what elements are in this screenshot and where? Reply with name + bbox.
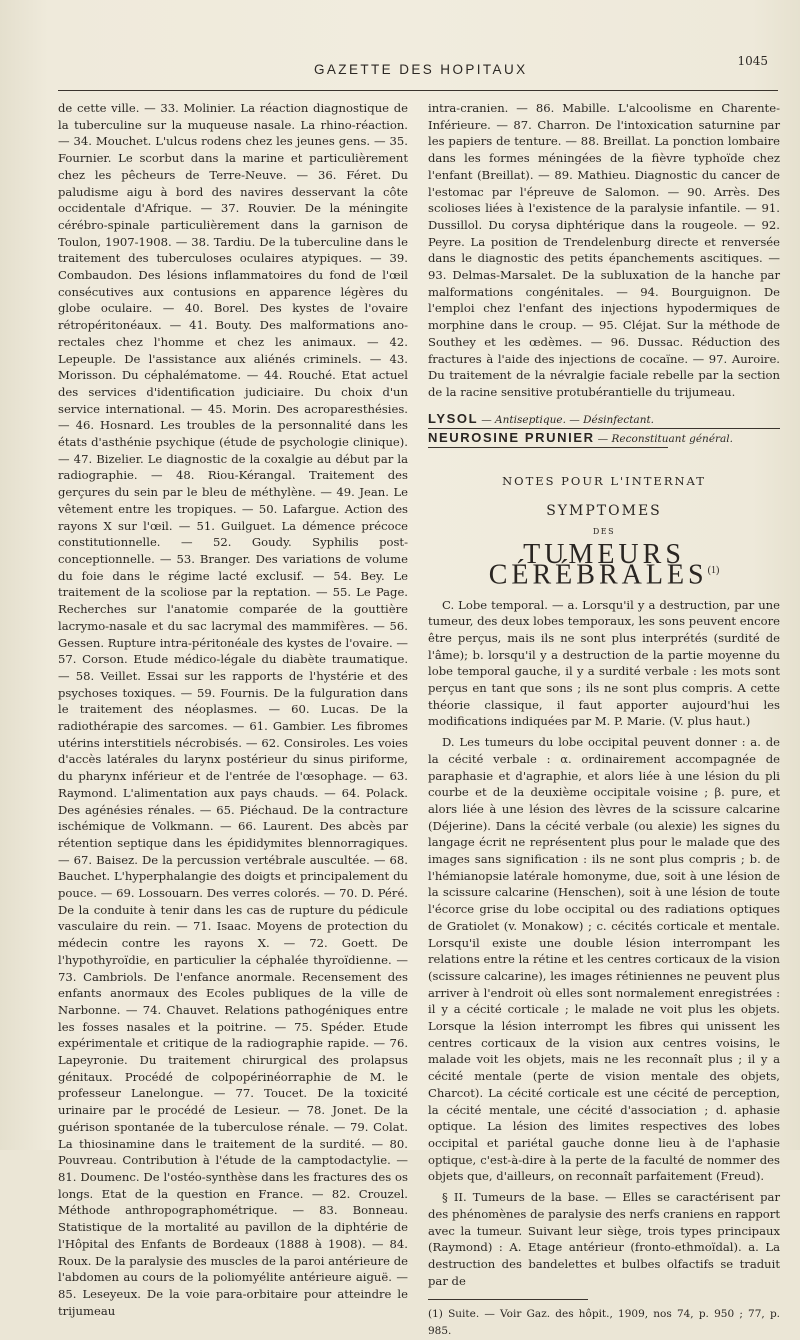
page-header (58, 52, 778, 86)
neurosine-ad (428, 430, 780, 448)
paragraph-lobe-temporal: C. Lobe temporal. — a. Lorsqu'il y a destruction, par une tumeur, des deux lobes temporaux, les sons peuvent encore être perçus, mais ils ne sont plus interprétés (surdité de l'âme); b. lorsqu'il y a destruction de la partie moyenne du lobe temporal gauche, il y a surdité verbale : les mots sont perçus en tant que sons ; ils ne sont plus compris. A cette théorie classique, il faut apporter aujourd'hui les modifications indiquées par M. P. Marie. (V. plus haut.) (428, 597, 780, 729)
left-column (58, 100, 408, 1319)
footnote-rule (428, 1299, 588, 1300)
neurosine-tagline: — Reconstituant général. (597, 432, 734, 445)
lysol-brand: LYSOL (428, 410, 479, 426)
footnote-marker: (1) (707, 565, 720, 577)
thesis-list-continued: intra-cranien. — 86. Mabille. L'alcoolisme en Charente-Inférieure. — 87. Charron. De l'intoxication saturnine par les papiers de tenture. — 88. Breillat. La ponction lombaire dans les formes méningées de la fièvre typhoïde chez l'enfant (Breillat). — 89. Mathieu. Diagnostic du cancer de l'estomac par l'épreuve de Salomon. — 90. Arrès. Des scolioses liées à l'existence de la paralysie infantile. — 91. Dussillol. Du corysa diphtérique dans la rougeole. — 92. Peyre. La position de Trendelenburg directe et renversée dans le diagnostic des petits épanchements ascitiques. — 93. Delmas-Marsalet. De la subluxation de la hanche par malformations congénitales. — 94. Bourguignon. De l'emploi chez l'enfant des injections hypodermiques de morphine dans le croup. — 95. Cléjat. Sur la méthode de Southey et les œdèmes. — 96. Dussac. Réduction des fractures à l'aide des injections de cocaïne. — 97. Auroire. Du traitement de la névralgie faciale rebelle par la section de la racine sensitive protubérantielle du trijumeau. (428, 101, 780, 399)
section-rubric: NOTES POUR L'INTERNAT (502, 473, 706, 488)
neurosine-brand: NEUROSINE PRUNIER (428, 429, 595, 445)
thesis-list-text: de cette ville. — 33. Molinier. La réaction diagnostique de la tuberculine sur la muqueuse nasale. La rhino-réaction. — 34. Mouchet. L'ulcus rodens chez les jeunes gens. — 35. Fournier. Le scorbut dans la marine et particulièrement chez les pêcheurs de Terre-Neuve. — 36. Féret. Du paludisme aigu à bord des navires desservant la côte occidentale d'Afrique. — 37. Rouvier. De la méningite cérébro-spinale particulièrement dans la garnison de Toulon, 1907-1908. — 38. Tardiu. De la tuberculine dans le traitement des tuberculoses oculaires atypiques. — 39. Combaudon. Des lésions inflammatoires du fond de l'œil consécutives aux contusions en apparence légères du globe oculaire. — 40. Borel. Des kystes de l'ovaire rétropéritonéaux. — 41. Bouty. Des malformations ano-rectales chez l'homme et chez les animaux. — 42. Lepeuple. De l'assistance aux aliénés criminels. — 43. Morisson. Du céphalématome. — 44. Rouché. Etat actuel des services d'identification judiciaire. Du choix d'un service international. — 45. Morin. Des acroparesthésies. — 46. Hosnard. Les troubles de la personnalité dans les états d'asthénie psychique (étude de psychologie clinique). — 47. Bizelier. Le diagnostic de la coxalgie au début par la radiographie. — 48. Riou-Kérangal. Traitement des gerçures du sein par le bleu de méthylène. — 49. Jean. Le vêtement entre les tropiques. — 50. Lafargue. Action des rayons X sur l'œil. — 51. Guilguet. La démence précoce constitutionnelle. — 52. Goudy. Syphilis post-conceptionnelle. — 53. Branger. Des variations de volume du foie dans le régime lacté exclusif. — 54. Bey. Le traitement de la scoliose par la reptation. — 55. Le Page. Recherches sur l'anatomie comparée de la gouttière lacrymo-nasale et du sac lacrymal des mammifères. — 56. Gessen. Rupture intra-péritonéale des kystes de l'ovaire. — 57. Corson. Etude médico-légale du diabète traumatique. — 58. Veillet. Essai sur les rapports de l'hystérie et des psychoses toxiques. — 59. Fournis. De la fulguration dans le traitement des néoplasmes. — 60. Lucas. De la radiothérapie des sarcomes. — 61. Gambier. Les fibromes utérins interstitiels nécrobisés. — 62. Consiroles. Les voies d'accès latérales du larynx postérieur du sinus piriforme, du pharynx inférieur et de l'entrée de l'œsophage. — 63. Raymond. L'alimentation aux pays chauds. — 64. Polack. Des agénésies rénales. — 65. Piéchaud. De la contracture ischémique de Volkmann. — 66. Laurent. Des abcès par rétention septique dans les épididymites blennorragiques. — 67. Baisez. De la percussion vertébrale auscultée. — 68. Bauchet. L'hyperphalangie des doigts et principalement du pouce. — 69. Lossouarn. Des verres colorés. — 70. D. Péré. De la conduite à tenir dans les cas de rupture du pédicule vasculaire du rein. — 71. Isaac. Moyens de protection du médecin contre les rayons X. — 72. Goett. De l'hypothyroïdie, en particulier la céphalée thyroïdienne. — 73. Cambriols. De l'enfance anormale. Recensement des enfants anormaux des Ecoles publiques de la ville de Narbonne. — 74. Chauvet. Relations pathogéniques entre les fosses nasales et la poitrine. — 75. Spéder. Etude expérimentale et critique de la radiographie rapide. — 76. Lapeyronie. Du traitement chirurgical des prolapsus génitaux. Procédé de colpopérinéorraphie de M. le professeur Lanelongue. — 77. Toucet. De la toxicité urinaire par le procédé de Lesieur. — 78. Jonet. De la guérison spontanée de la tuberculose rénale. — 79. Colat. La thiosinamine dans le traitement de la surdité. — 80. Pouvreau. Contribution à l'étude de la camptodactylie. — 81. Doumenc. De l'ostéo-synthèse dans les fractures des os longs. Etat de la question en France. — 82. Crouzel. Méthode anthropographométrique. — 83. Bonneau. Statistique de la mortalité au pavillon de la diphtérie de l'Hôpital des Enfants de Bordeaux (1888 à 1908). — 84. Roux. De la paralysie des muscles de la paroi antérieure de l'abdomen au cours de la poliomyélite antérieure aiguë. — 85. Leseyeux. De la voie para-orbitaire pour atteindre le trijumeau (58, 101, 408, 1318)
article-title (428, 538, 780, 591)
paragraph-lobe-occipital: D. Les tumeurs du lobe occipital peuvent donner : a. de la cécité verbale : α. ordinairement accompagnée de paraphasie et d'agraphie, et alors liée à une lésion du pli courbe et de la deuxième occipitale voisine ; β. pure, et alors liée à une lésion des lèvres de la scissure calcarine (Déjerine). Dans la cécité verbale (ou alexie) les signes du langage écrit ne représentent plus pour le malade que des images sans signification : ils ne sont plus compris ; b. de l'hémianopsie latérale homonyme, due, soit à une lésion de la scissure calcarine (Henschen), soit à une lésion de toute l'écorce grise du lobe occipital ou des radiations optiques de Gratiolet (v. Monakow) ; c. cécités corticale et mentale. Lorsqu'il existe une double lésion interrompant les relations entre la rétine et les centres corticaux de la vision (scissure calcarine), les images rétiniennes ne peuvent plus arriver à l'endroit où elles sont normalement enregistrées : il y a cécité corticale ; le malade ne voit plus les objets. Lorsque la lésion interrompt les fibres qui unissent les centres corticaux de la vision aux centres voisins, le malade voit les objets, mais ne les reconnaît plus ; il y a cécité mentale (perte de vision mentale des objets, Charcot). La cécité corticale est une cécité de perception, la cécité mentale, une cécité d'association ; d. aphasie optique. La lésion des limites respectives des lobes occipital et pariétal gauche donne lieu à de l'aphasie optique, c'est-à-dire à la perte de la faculté de nommer des objets que, d'ailleurs, on reconnaît parfaitement (Freud). (428, 735, 780, 1184)
footnote: (1) Suite. — Voir Gaz. des hôpit., 1909, nos 74, p. 950 ; 77, p. 985. (428, 1308, 780, 1338)
header-rule (58, 90, 778, 91)
lysol-tagline: — Antiseptique. — Désinfectant. (481, 413, 655, 426)
article-supertitle: SYMPTOMES (546, 503, 662, 520)
paragraph-tumeurs-base: § II. Tumeurs de la base. — Elles se caractérisent par des phénomènes de paralysie des nerfs craniens en rapport avec la tumeur. Suivant leur siège, trois types principaux (Raymond) : A. Etage antérieur (fronto-ethmoïdal). a. La destruction des bandelettes et bulbes olfactifs se traduit par de (428, 1190, 780, 1288)
article-title-text: TUMEURS CÉRÉBRALES (488, 538, 708, 591)
page-number: 1045 (737, 54, 768, 68)
ad-rule (428, 428, 780, 429)
lysol-ad (428, 411, 780, 429)
article-connector: DES (592, 527, 616, 537)
journal-title: GAZETTE DES HOPITAUX (314, 62, 528, 77)
ad-rule (428, 447, 668, 448)
right-column (428, 100, 780, 1340)
advertisement-block (428, 411, 780, 451)
